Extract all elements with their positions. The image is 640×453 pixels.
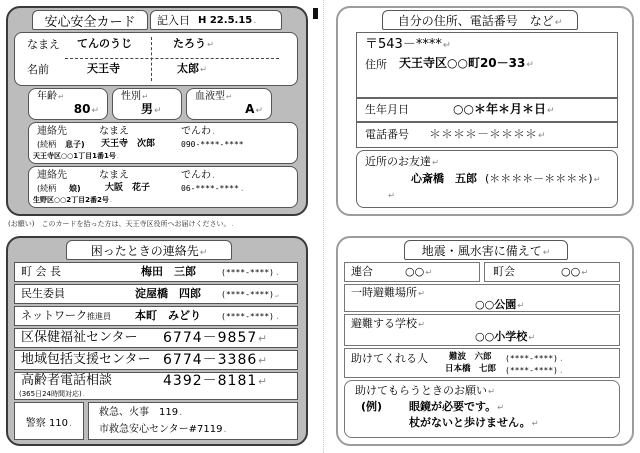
police-box	[14, 402, 84, 440]
contact-phone: 06-****-**** .	[181, 184, 245, 193]
temporary-shelter-box	[344, 284, 620, 312]
kana-surname: てんのうじ	[77, 37, 132, 50]
contact-label: 連絡先	[37, 126, 67, 137]
row-phone: 6774－9857 ↵	[163, 330, 268, 346]
personal-info-card	[336, 6, 634, 216]
union-label: 連合	[351, 265, 373, 278]
sex-label: 性別 ↵	[121, 91, 148, 103]
birth-date-label: 生年月日	[365, 103, 409, 116]
row-label: 民生委員	[21, 287, 65, 300]
address-box	[356, 32, 618, 98]
town-association-label: 町会	[493, 265, 515, 278]
address-value: 天王寺区○○町20－33 ↵	[399, 57, 534, 71]
row-label	[21, 310, 111, 323]
contact-name: 大阪 花子	[105, 183, 151, 193]
entry-date-box	[150, 10, 282, 30]
assistance-requests-box	[344, 380, 620, 438]
phone-label: 電話番号	[365, 128, 409, 141]
notice-text: (お願い) このカードを拾った方は、天王寺区役所へお届けください。 .	[8, 220, 234, 228]
safety-card	[6, 6, 308, 216]
fire-ambulance-box	[88, 402, 298, 440]
row-label: 町 会 長	[21, 265, 61, 278]
row-phone: 6774－3386 ↵	[163, 352, 268, 368]
contact-label: 連絡先	[37, 170, 67, 181]
phone-box	[356, 122, 618, 148]
name-divider-horizontal	[65, 58, 279, 59]
age-box	[28, 88, 108, 120]
empty-paragraph	[387, 189, 395, 202]
row-phone: (****-****) .	[221, 268, 280, 277]
emergency-contacts-title: 困ったときの連絡先 ↵	[91, 242, 208, 259]
safety-card-title-box	[32, 10, 148, 30]
entry-date-label: 記入日	[157, 14, 190, 27]
contact-row-health-center	[14, 328, 298, 348]
kana-given-name: たろう ↵	[173, 38, 214, 51]
safety-card-title: 安心安全カード	[44, 14, 136, 30]
helpers-box	[344, 348, 620, 378]
entry-date-value: H 22.5.15 .	[198, 15, 256, 26]
contact-relation-label: (続柄	[37, 140, 57, 149]
row-phone: (****-****) .	[221, 312, 280, 321]
contact-phone-label: でんわ .	[181, 126, 215, 138]
row-label: 区保健福祉センター	[21, 330, 138, 345]
contact-address: 天王寺区○○1丁目1番1号 .	[33, 152, 119, 160]
row-label-sub: 推進員	[87, 312, 111, 321]
row-name: 淀屋橋 四郎	[135, 287, 201, 300]
disaster-prep-title: 地震・風水害に備えて ↵	[422, 242, 551, 259]
helper-phone: (****-****) .	[505, 366, 564, 375]
emergency-contacts-card	[6, 236, 308, 446]
blood-type-value: A ↵	[245, 103, 263, 117]
blood-type-box	[186, 88, 272, 120]
phone-value: ＊＊＊＊－＊＊＊＊ ↵	[429, 128, 546, 142]
town-association-value: ○○ ↵	[561, 266, 588, 279]
row-label: 高齢者電話相談	[21, 373, 113, 388]
assistance-requests-label: 助けてもらうときのお願い ↵	[355, 385, 495, 398]
contact-relation-label: (続柄	[37, 184, 57, 193]
kanji-label: 名前	[27, 63, 49, 76]
contact-name-label: なまえ	[99, 170, 129, 181]
neighbor-friend-label: 近所のお友達 ↵	[365, 156, 439, 169]
age-label: 年齢 ↵	[37, 91, 64, 103]
neighbor-friend-phone: (＊＊＊＊－＊＊＊＊) ↵	[485, 173, 601, 186]
row-label-main: ネットワーク	[21, 309, 87, 322]
example-label: (例)	[361, 400, 383, 413]
row-label: 地域包括支援センター	[21, 352, 151, 367]
section-marker	[313, 8, 318, 19]
town-association-box	[484, 262, 620, 282]
postal-code: 〒543－**** ↵	[365, 38, 451, 53]
column-guide-line	[323, 0, 324, 453]
contact-box-1	[28, 122, 298, 164]
emergency-center-number: 市救急安心センター#7119 .	[99, 424, 227, 436]
police-number: 警察 110 .	[26, 414, 72, 429]
contact-address: 生野区○○2丁目2番2号 .	[33, 196, 112, 204]
contact-phone-label: でんわ .	[181, 170, 215, 182]
emergency-contacts-title-box	[66, 240, 232, 260]
assistance-request: 杖がないと歩けません。 ↵	[409, 417, 539, 430]
neighbor-friend-box	[356, 150, 618, 208]
union-box	[344, 262, 480, 282]
sex-value: 男 ↵	[141, 103, 162, 117]
kanji-given-name: 太郎 ↵	[177, 63, 207, 76]
row-name: 本町 みどり	[135, 309, 201, 322]
personal-info-title: 自分の住所、電話番号 など ↵	[398, 12, 563, 29]
temporary-shelter-label: 一時避難場所 ↵	[351, 287, 425, 300]
contact-row-elderly-hotline	[14, 372, 298, 400]
contact-relation: 息子)	[65, 140, 85, 149]
row-name: 梅田 三郎	[141, 265, 196, 278]
temporary-shelter-value: ○○公園 ↵	[475, 299, 524, 312]
contact-box-2	[28, 166, 298, 208]
contact-phone: 090-****-****	[181, 140, 244, 149]
personal-info-title-box	[382, 10, 578, 30]
fire-ambulance-number: 救急、火事 119 .	[99, 407, 182, 419]
contact-row-network-promoter	[14, 306, 298, 326]
disaster-prep-card	[336, 236, 634, 446]
neighbor-friend-name: 心斎橋 五郎	[411, 172, 477, 185]
sex-box	[112, 88, 182, 120]
name-box	[14, 32, 298, 86]
row-phone: 4392－8181 ↵	[163, 373, 268, 389]
address-label: 住所	[365, 58, 387, 71]
evacuation-school-label: 避難する学校 ↵	[351, 318, 425, 331]
helper-phone: (****-****) .	[505, 354, 564, 363]
row-note: (365日24時間対応) .	[19, 390, 85, 398]
evacuation-school-box	[344, 314, 620, 346]
birth-date-box	[356, 98, 618, 122]
contact-row-welfare-commissioner	[14, 284, 298, 304]
blood-type-label: 血液型 ↵	[195, 91, 232, 103]
contact-name: 天王寺 次郎	[101, 139, 156, 149]
helper-name: 日本橋 七郎	[445, 364, 497, 374]
kana-label: なまえ	[27, 38, 60, 51]
birth-date-value: ○○＊年＊月＊日 ↵	[453, 103, 555, 117]
contact-row-support-center	[14, 350, 298, 370]
helpers-label: 助けてくれる人	[351, 352, 428, 365]
assistance-request: 眼鏡が必要です。 ↵	[409, 401, 504, 414]
helper-name: 難波 六郎	[449, 352, 492, 362]
row-phone: (****-****) ↵	[221, 290, 279, 300]
kanji-surname: 天王寺	[87, 62, 120, 75]
name-divider-vertical	[151, 37, 152, 81]
disaster-prep-title-box	[404, 240, 568, 260]
contact-name-label: なまえ	[99, 126, 129, 137]
evacuation-school-value: ○○小学校 ↵	[475, 331, 535, 344]
contact-relation: 娘)	[69, 184, 81, 193]
union-value: ○○ ↵	[405, 266, 432, 279]
age-value: 80 ↵	[74, 103, 99, 117]
contact-row-town-chief	[14, 262, 298, 282]
